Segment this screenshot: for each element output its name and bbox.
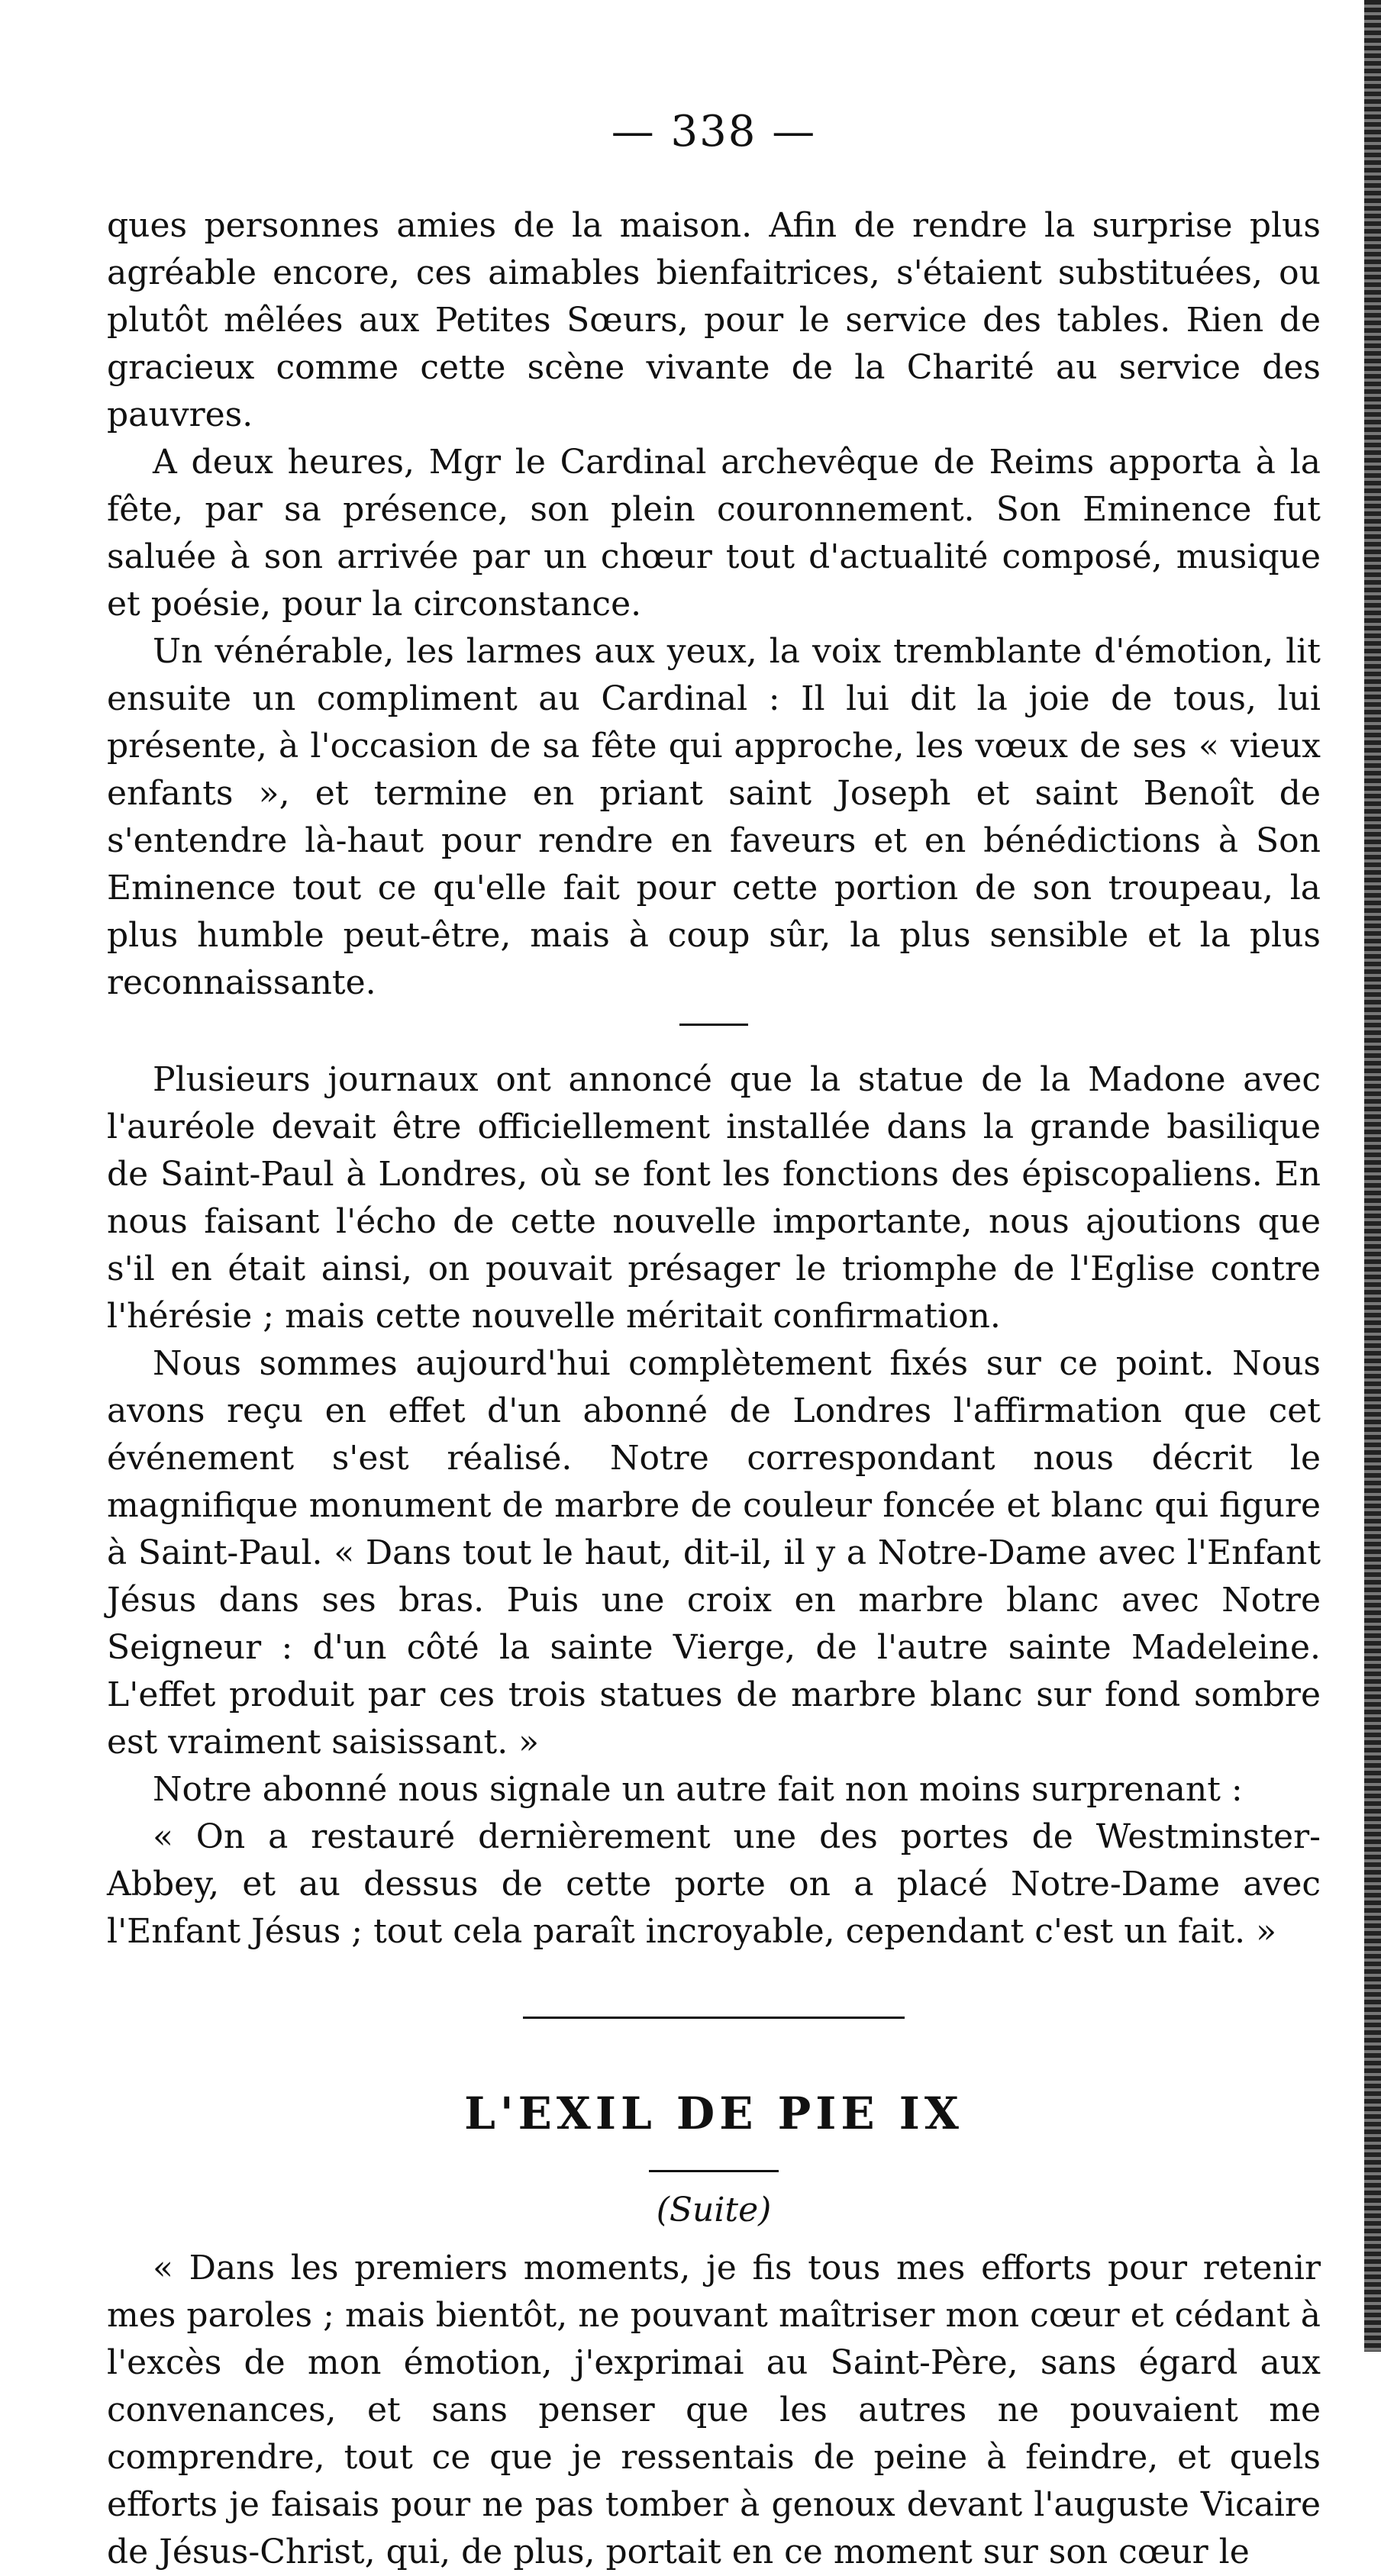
paragraph-3: Un vénérable, les larmes aux yeux, la voix tremblante d'émotion, lit ensuite un compliment au Cardinal : Il lui dit la joie de tous, lui présente, à l'occasion de sa fête qui approche, les vœux de ses « vieux enfants », et termine en priant saint Joseph et saint Benoît de s'entendre là-haut pour rendre en faveurs et en bénédictions à Son Eminence tout ce qu'elle fait pour cette portion de son troupeau, la plus humble peut-être, mais à coup sûr, la plus sensible et la plus reconnaissante. <box>107 632 1321 1002</box>
section-paragraph: « Dans les premiers moments, je fis tous mes efforts pour retenir mes paroles ; mais bientôt, ne pouvant maîtriser mon cœur et cédant à l'excès de mon émotion, j'exprimai au Saint-Père, sans égard aux convenances, et sans penser que les autres ne pouvaient me comprendre, tout ce que je ressentais de peine à feindre, et quels efforts je faisais pour ne pas tomber à genoux devant l'auguste Vicaire de Jésus-Christ, qui, de plus, portait en ce moment sur son cœur le <box>107 2249 1321 2571</box>
section-divider <box>523 2017 905 2019</box>
page-number: — 338 — <box>611 107 817 156</box>
paragraph-5: Nous sommes aujourd'hui complètement fixés sur ce point. Nous avons reçu en effet d'un abonné de Londres l'affirmation que cet événement s'est réalisé. Notre correspondant nous décrit le magnifique monument de marbre de couleur foncée et blanc qui figure à Saint-Paul. « Dans tout le haut, dit-il, il y a Notre-Dame avec l'Enfant Jésus dans ses bras. Puis une croix en marbre blanc avec Notre Seigneur : d'un côté la sainte Vierge, de l'autre sainte Madeleine. L'effet produit par ces trois statues de marbre blanc sur fond sombre est vraiment saisissant. » <box>107 1344 1321 1762</box>
paragraph-7: « On a restauré dernièrement une des portes de Westminster-Abbey, et au dessus de cette porte on a placé Notre-Dame avec l'Enfant Jésus ; tout cela paraît incroyable, cependant c'est un fait. » <box>107 1817 1321 1951</box>
title-underline <box>649 2170 779 2172</box>
paragraph-4: Plusieurs journaux ont annoncé que la statue de la Madone avec l'auréole devait être officiellement installée dans la grande basilique de Saint-Paul à Londres, où se font les fonctions des épiscopaliens. En nous faisant l'écho de cette nouvelle importante, nous ajoutions que s'il en était ainsi, on pouvait présager le triomphe de l'Eglise contre l'hérésie ; mais cette nouvelle méritait confirmation. <box>107 1060 1321 1336</box>
paragraph-6: Notre abonné nous signale un autre fait non moins surprenant : <box>153 1770 1243 1809</box>
paragraph-1: ques personnes amies de la maison. Afin de rendre la surprise plus agréable encore, ces aimables bienfaitrices, s'étaient substituées, ou plutôt mêlées aux Petites Sœurs, pour le service des tables. Rien de gracieux comme cette scène vivante de la Charité au service des pauvres. <box>107 206 1321 434</box>
page <box>107 107 1321 2576</box>
section-subtitle: (Suite) <box>656 2191 772 2229</box>
section-title: L'EXIL DE PIE IX <box>464 2088 963 2139</box>
short-divider <box>679 1024 748 1026</box>
paragraph-2: A deux heures, Mgr le Cardinal archevêque de Reims apporta à la fête, par sa présence, son plein couronnement. Son Eminence fut saluée à son arrivée par un chœur tout d'actualité composé, musique et poésie, pour la circonstance. <box>107 443 1321 624</box>
scan-edge <box>1364 0 1381 2352</box>
